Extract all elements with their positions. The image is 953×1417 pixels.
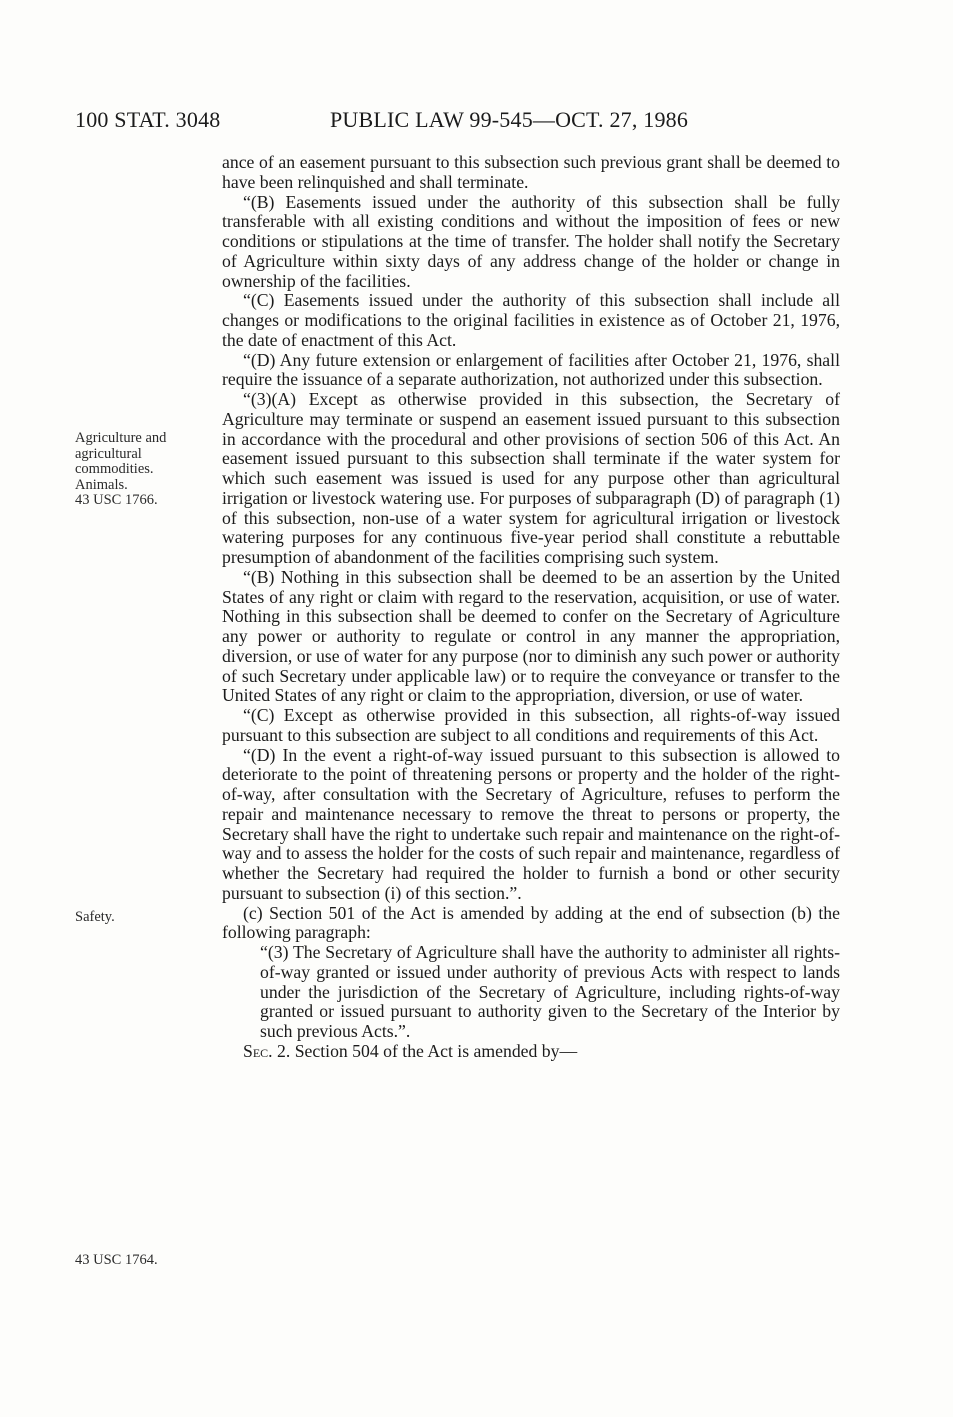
paragraph-2d: “(D) Any future extension or enlargement of facilities after October 21, 1976, shall require the issuance of a separate authorization, not authorized under this subsection. <box>222 349 840 390</box>
paragraph-quoted-3 <box>260 943 840 1042</box>
quoted-paragraph-text: “(3) The Secretary of Agriculture shall have the authority to administer all rights-of-way granted or issued under authority of previous Acts with respect to lands under the jurisdiction of the Secretary of Agriculture, including rights-of-way granted or issued pursuant to authority given to the Secretary of the Interior by such previous Acts.”. <box>260 942 840 1041</box>
paragraph-continuation: ance of an easement pursuant to this subsection such previous grant shall be deemed to have been relinquished and shall terminate. <box>222 152 840 192</box>
paragraph-amendment-c: (c) Section 501 of the Act is amended by adding at the end of subsection (b) the following paragraph: <box>222 902 840 943</box>
paragraph-3c: “(C) Except as otherwise provided in this subsection, all rights-of-way issued pursuant to this subsection are subject to all conditions and requirements of this Act. <box>222 705 840 745</box>
margin-note-line: Animals. <box>75 476 128 493</box>
margin-note-line: Safety. <box>75 909 115 925</box>
margin-note-usc-1764 <box>75 1253 158 1269</box>
margin-note-line: agricultural <box>75 445 142 462</box>
statute-body-text <box>222 153 840 1062</box>
paragraph-3b: “(B) Nothing in this subsection shall be deemed to be an assertion by the United States of any right or claim with regard to the reservation, acquisition, or use of water. Nothing in this subsection shall be deemed to confer on the Secretary of Agriculture any power or authority to regulate or control in any manner the appropriation, diversion, or use of water for any purpose (nor to diminish any such power or authority of such Secretary under applicable law) or to require the conveyance or transfer to the United States of any right or claim to the appropriation, diversion, or use of water. <box>222 566 840 706</box>
paragraph-2c: “(C) Easements issued under the authority of this subsection shall include all changes or modifications to the original facilities in existence as of October 21, 1976, the date of enactment of this Act. <box>222 290 840 350</box>
margin-note-line: commodities. <box>75 461 154 477</box>
margin-note-agriculture <box>75 431 166 509</box>
section-label: Sec. <box>243 1040 273 1061</box>
margin-note-safety <box>75 910 115 926</box>
paragraph-3a: “(3)(A) Except as otherwise provided in this subsection, the Secretary of Agriculture may terminate or suspend an easement issued pursuant to this subsection in accordance with the procedural and other provisions of section 506 of this Act. An easement issued pursuant to this subsection shall terminate if the water system for which such easement was issued is used for any purpose other than agricultural irrigation or livestock watering use. For purposes of subparagraph (D) of paragraph (1) of this subsection, non-use of a water system for agricultural irrigation or livestock watering purposes for any continuous five-year period shall constitute a rebuttable presumption of abandonment of the facilities comprising such system. <box>222 389 840 567</box>
page-header-title: PUBLIC LAW 99-545—OCT. 27, 1986 <box>330 107 689 132</box>
margin-note-line: 43 USC 1764. <box>75 1252 158 1268</box>
section-2-text: 2. Section 504 of the Act is amended by— <box>277 1040 578 1061</box>
margin-note-line: 43 USC 1766. <box>75 492 158 508</box>
page-stat-reference: 100 STAT. 3048 <box>75 107 221 132</box>
paragraph-3d: “(D) In the event a right-of-way issued pursuant to this subsection is allowed to deteriorate to the point of threatening persons or property and the holder of the right-of-way, after consultation with the Secretary of Agriculture, refuses to perform the repair and maintenance necessary to remove the threat to persons or property, the Secretary shall have the right to undertake such repair and maintenance on the right-of-way and to assess the holder for the costs of such repair and maintenance, regardless of whether the Secretary had required the holder to furnish a bond or other security pursuant to subsection (i) of this section.”. <box>222 744 840 903</box>
paragraph-section-2 <box>222 1042 840 1062</box>
paragraph-2b: “(B) Easements issued under the authority of this subsection shall be fully transferable with all existing conditions and without the imposition of fees or new conditions or stipulations at the time of transfer. The holder shall notify the Secretary of Agriculture within sixty days of any address change of the holder or change in ownership of the facilities. <box>222 191 840 291</box>
margin-note-line: Agriculture and <box>75 430 167 446</box>
